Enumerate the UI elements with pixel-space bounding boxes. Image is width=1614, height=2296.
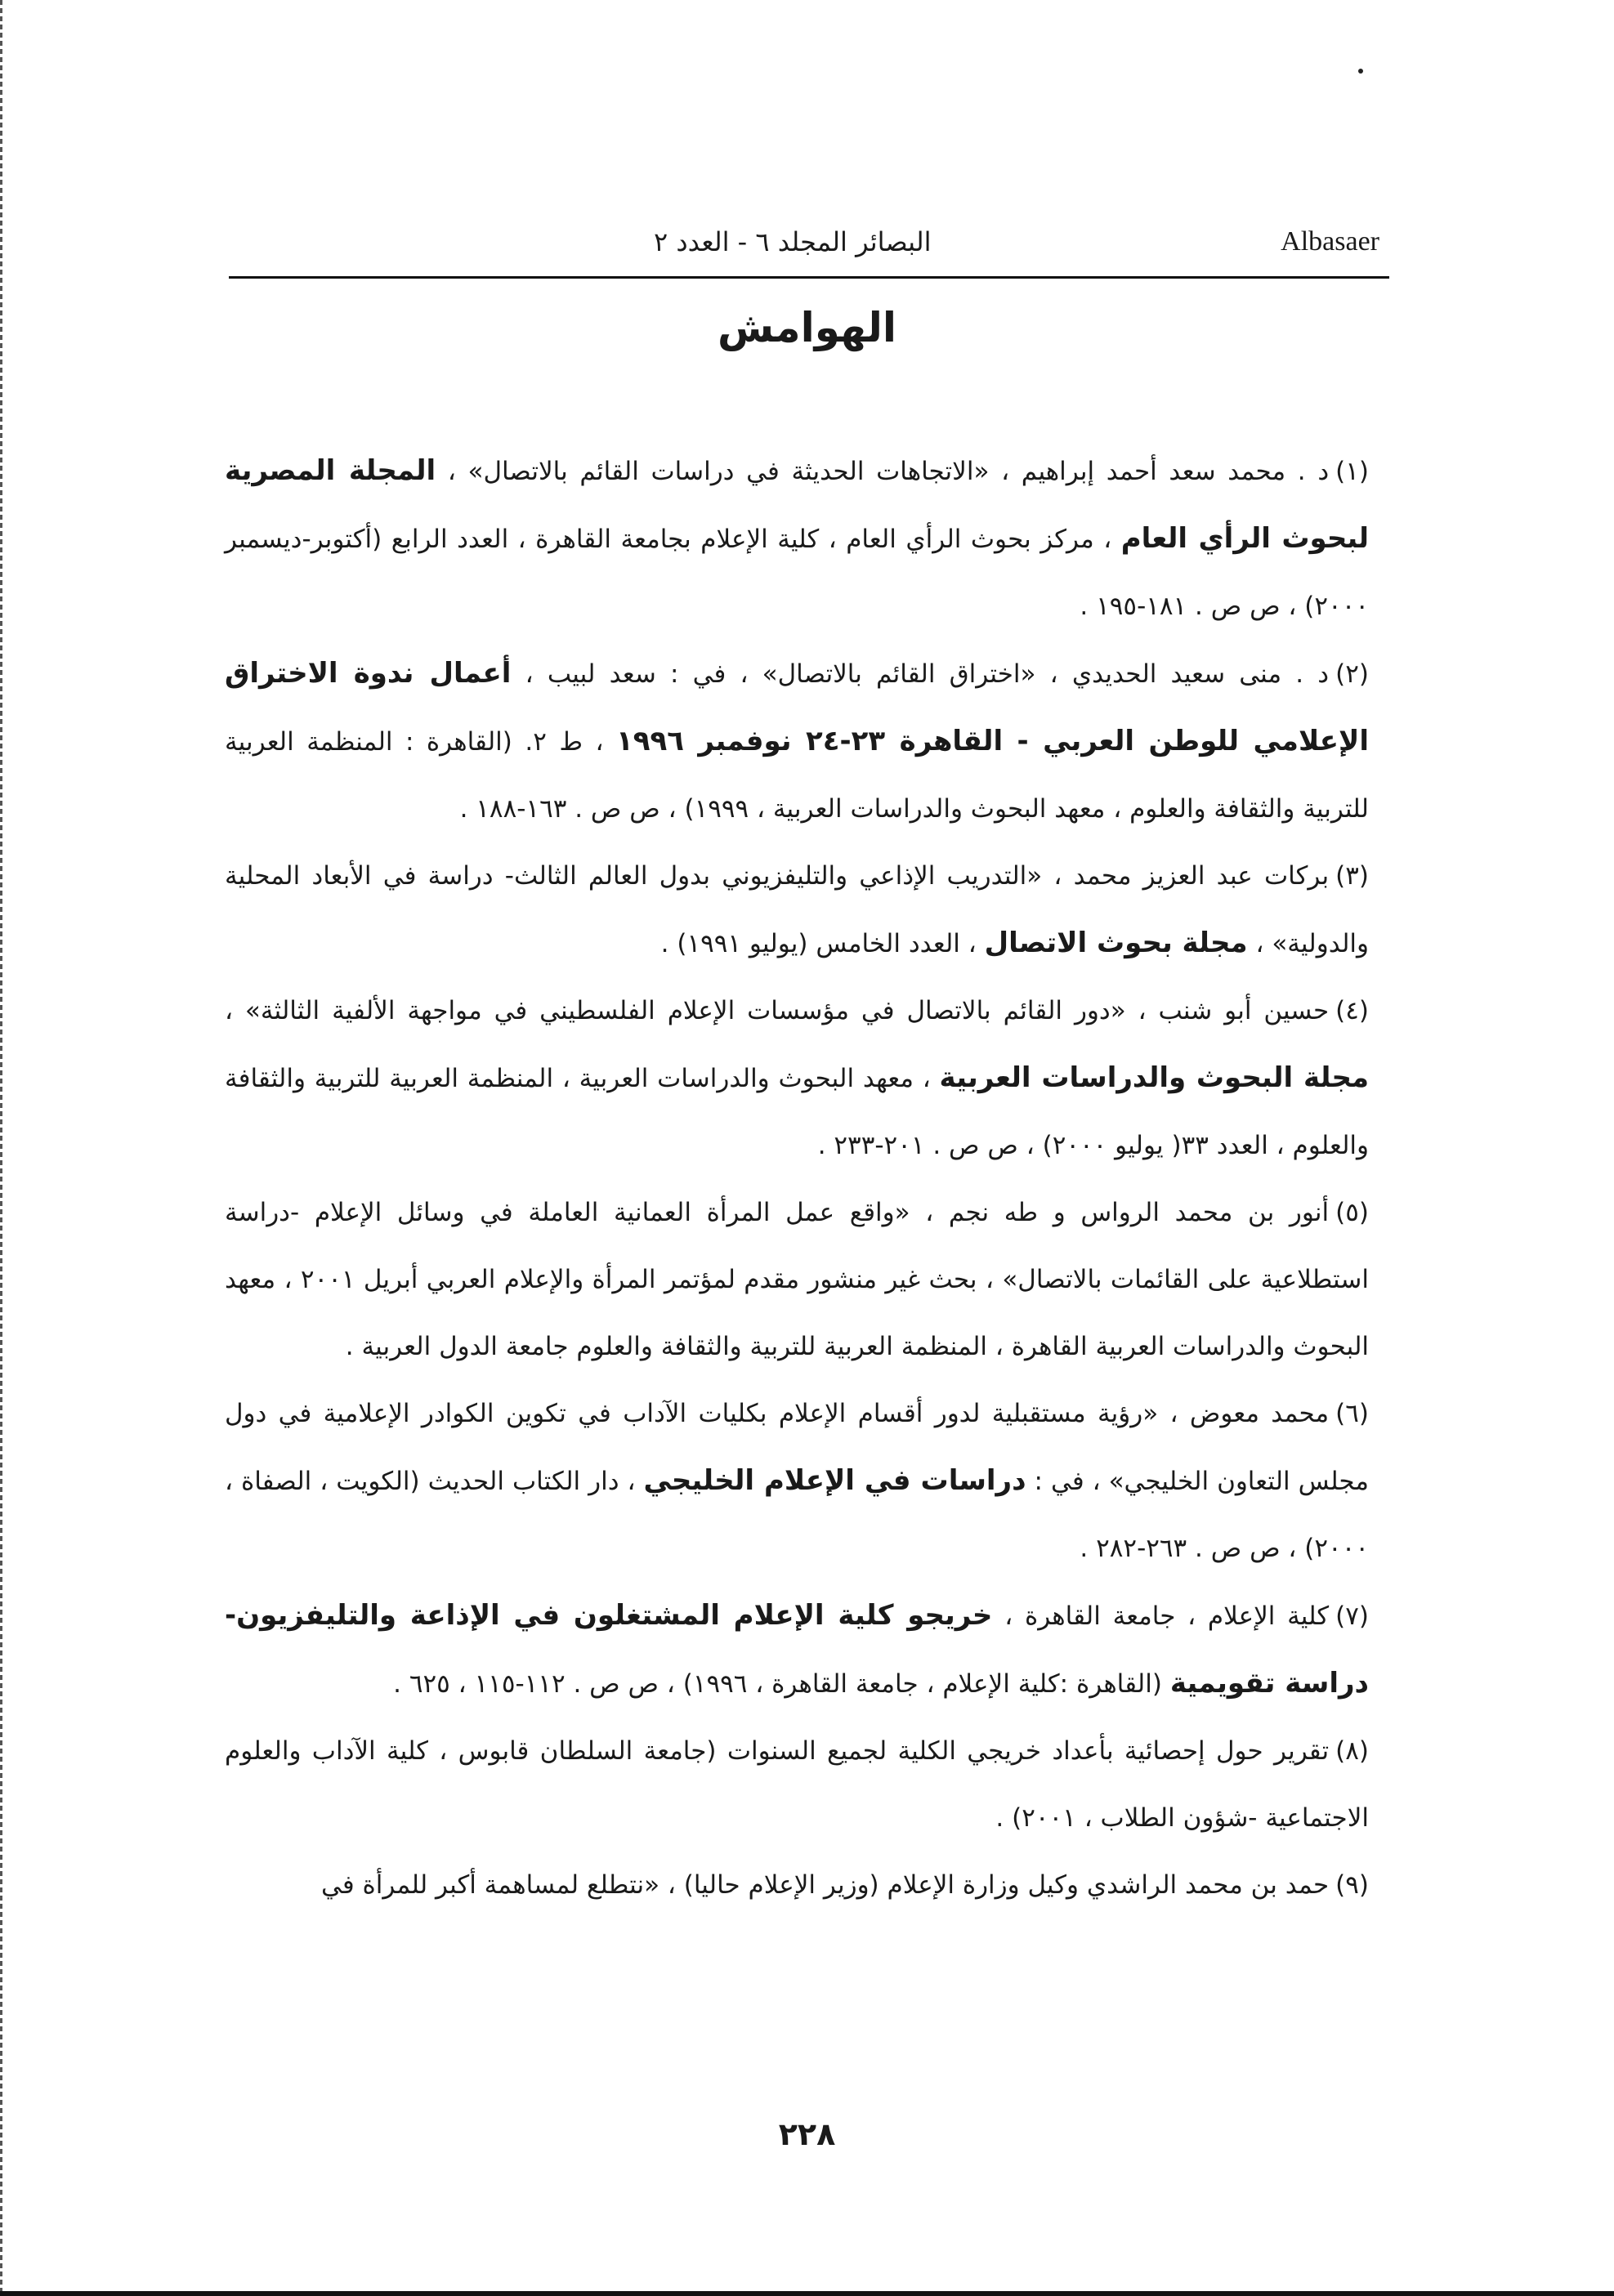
- footnote-number: (١): [1335, 457, 1370, 486]
- footnote-source-title: أعمال ندوة الاختراق الإعلامي للوطن العربي - القاهرة ٢٣-٢٤ نوفمبر ١٩٩٦: [225, 657, 1369, 757]
- footnote-source-title: مجلة البحوث والدراسات العربية: [939, 1061, 1370, 1094]
- scan-speck: [1358, 69, 1363, 74]
- footnote-number: (٤): [1335, 996, 1369, 1025]
- footnote-item: [225, 1582, 1369, 1718]
- page-number: ٢٢٨: [778, 2116, 836, 2152]
- footnote-number: (٩): [1335, 1870, 1369, 1900]
- footnote-text: أنور بن محمد الرواس و طه نجم ، «واقع عمل المرأة العمانية العاملة في وسائل الإعلام -دراسة استطلاعية على القائمات بالاتصال» ، بحث غير منشور مقدم لمؤتمر المرأة والإعلام العربي أبريل ٢٠٠١ ، معهد البحوث والدراسات العربية القاهرة ، المنظمة العربية للتربية والثقافة والعلوم جامعة الدول العربية .: [225, 1198, 1369, 1361]
- header-rule: [229, 276, 1389, 279]
- journal-title-arabic: البصائر المجلد ٦ - العدد ٢: [654, 226, 932, 257]
- footnote-text: (القاهرة :كلية الإعلام ، جامعة القاهرة ، ١٩٩٦) ، ص ص . ١١٢-١١٥ ، ٦٢٥ .: [393, 1669, 1170, 1699]
- footnote-item: [225, 437, 1369, 640]
- footnote-text: ، مركز بحوث الرأي العام ، كلية الإعلام بجامعة القاهرة ، العدد الرابع (أكتوبر-ديسمبر ٢٠٠٠) ، ص ص . ١٨١-١٩٥ .: [225, 525, 1369, 621]
- footnote-source-title: دراسات في الإعلام الخليجي: [643, 1464, 1026, 1497]
- footnote-text: محمد معوض ، «رؤية مستقبلية لدور أقسام الإعلام بكليات الآداب في تكوين الكوادر الإعلامية في دول مجلس التعاون الخليجي» ، في :: [225, 1399, 1369, 1496]
- footnote-number: (٨): [1335, 1736, 1369, 1766]
- footnote-text: كلية الإعلام ، جامعة القاهرة ،: [992, 1601, 1330, 1631]
- footnote-number: (٣): [1335, 861, 1369, 891]
- footnote-text: حمد بن محمد الراشدي وكيل وزارة الإعلام (وزير الإعلام حاليا) ، «نتطلع لمساهمة أكبر للمرأة في: [321, 1870, 1330, 1900]
- footnote-number: (٧): [1335, 1601, 1369, 1631]
- footnotes-list: [225, 437, 1369, 1919]
- footnote-number: (٦): [1335, 1399, 1369, 1428]
- footnote-text: د . منى سعيد الحديدي ، «اختراق القائم بالاتصال» ، في : سعد لبيب ،: [511, 659, 1330, 689]
- footnote-text: حسين أبو شنب ، «دور القائم بالاتصال في مؤسسات الإعلام الفلسطيني في مواجهة الألفية الثالثة» ،: [225, 996, 1330, 1025]
- footnote-text: ، العدد الخامس (يوليو ١٩٩١) .: [660, 929, 985, 958]
- footnote-source-title: المجلة المصرية لبحوث الرأي العام: [225, 454, 1370, 555]
- footnote-text: بركات عبد العزيز محمد ، «التدريب الإذاعي والتليفزيوني بدول العالم الثالث- دراسة في الأبعاد المحلية والدولية» ،: [225, 861, 1369, 958]
- footnote-number: (٢): [1335, 659, 1369, 689]
- footnote-text: ، معهد البحوث والدراسات العربية ، المنظمة العربية للتربية والثقافة والعلوم ، العدد ٣٣( يوليو ٢٠٠٠) ، ص ص . ٢٠١-٢٣٣ .: [225, 1064, 1369, 1160]
- notes-title: الهوامش: [717, 304, 897, 351]
- running-header: [229, 208, 1389, 257]
- journal-title-latin: Albasaer: [1281, 226, 1379, 257]
- footnote-text: د . محمد سعد أحمد إبراهيم ، «الاتجاهات الحديثة في دراسات القائم بالاتصال» ،: [436, 457, 1330, 486]
- footnote-item: [225, 1380, 1369, 1582]
- footnote-source-title: مجلة بحوث الاتصال: [984, 927, 1248, 959]
- scan-edge-bottom: [0, 2291, 1614, 2296]
- footnote-text: تقرير حول إحصائية بأعداد خريجي الكلية لجميع السنوات (جامعة السلطان قابوس ، كلية الآداب والعلوم الاجتماعية -شؤون الطلاب ، ٢٠٠١) .: [225, 1736, 1369, 1833]
- footnote-source-title: خريجو كلية الإعلام المشتغلون في الإذاعة والتليفزيون- دراسة تقويمية: [225, 1599, 1369, 1700]
- footnote-item: [225, 1718, 1369, 1852]
- footnote-item: [225, 1852, 1369, 1919]
- footnote-number: (٥): [1335, 1198, 1369, 1227]
- footnote-item: [225, 842, 1369, 977]
- footnote-text: ، دار الكتاب الحديث (الكويت ، الصفاة ، ٢٠٠٠) ، ص ص . ٢٦٣-٢٨٢ .: [225, 1467, 1369, 1563]
- footnote-text: ، ط ٢. (القاهرة : المنظمة العربية للتربية والثقافة والعلوم ، معهد البحوث والدراسات العربية ، ١٩٩٩) ، ص ص . ١٦٣-١٨٨ .: [225, 727, 1369, 824]
- footnote-item: [225, 1179, 1369, 1380]
- footnote-item: [225, 640, 1369, 842]
- footnote-item: [225, 977, 1369, 1179]
